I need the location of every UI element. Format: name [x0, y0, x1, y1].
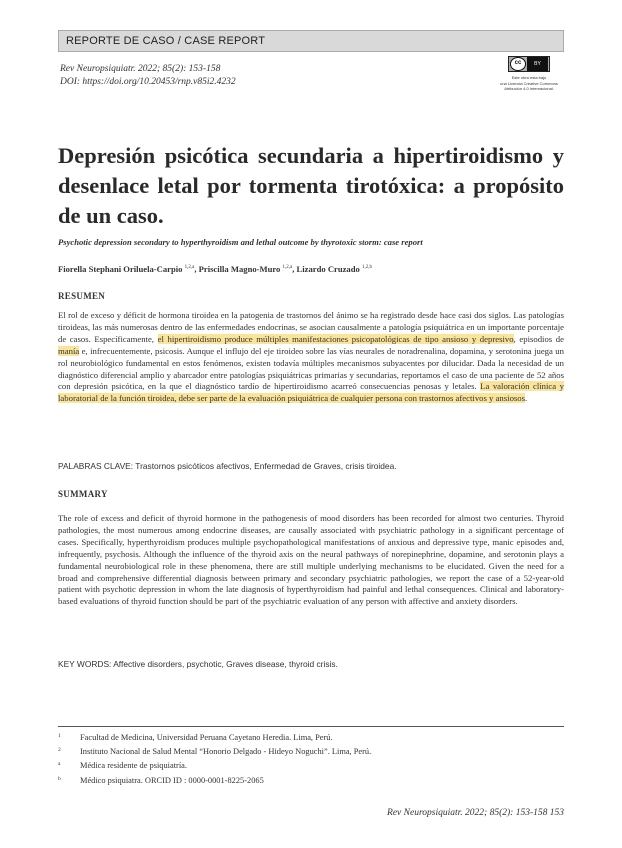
summary-heading: SUMMARY	[58, 489, 108, 499]
summary-abstract: The role of excess and deficit of thyroid hormone in the pathogenesis of mood disorders has been recorded for almost two centuries. Thyroid pathologies, the most numerous among endocrine diseases, are causally associated with psychiatric pathology in a significant percentage of cases. Specifically, hyperthyroidism produces multiple psychopathological manifestations of anxious and depressive type, manic episodes and, infrequently, psychosis. Although the influence of the thyroid axis on the neural pathways of norepinephrine, dopamine, and serotonin plays a fundamental neurobiological role in these phenomena, there are still multiple underlying mechanisms to be elucidated. Given the need for a broad and comprehensive differential diagnosis between primary and secondary psychiatric pathologies, we report the case of a 52-year-old patient with psychotic depression in whom the late diagnosis of hyperthyroidism had painful and lethal consequences. Clinical and laboratory-based evaluations of thyroid function should be part of the psychiatric evaluation of any person with affective and anxiety disorders.	[58, 513, 564, 607]
footnote-text: Médica residente de psiquiatría.	[80, 761, 187, 771]
by-person-icon: BY	[527, 57, 548, 71]
section-header-bar	[58, 30, 564, 52]
highlighted-text: La valoración clínica y laboratorial de la función tiroidea, debe ser parte de la evaluación psiquiátrica de cualquier persona con trastornos afectivos y ansiosos	[58, 381, 564, 404]
footnote-item	[58, 774, 564, 788]
key-words: KEY WORDS: Affective disorders, psychotic, Graves disease, thyroid crisis.	[58, 659, 338, 669]
journal-meta	[60, 63, 236, 89]
license-block	[488, 56, 570, 92]
author-affiliation: 1,2,b	[361, 265, 372, 271]
abstract-text: El rol de exceso y déficit de hormona tiroidea en la patogenia de trastornos del ánimo se ha registrado desde hace casi dos siglos. Las patologías tiroideas, las más numerosas dentro de las enfermedades endocrinas, se asocian causalmente a patología psiquiátrica en un importante porcentaje de casos. Específicamente,	[58, 310, 564, 344]
footnote-text: Facultad de Medicina, Universidad Peruana Cayetano Heredia. Lima, Perú.	[80, 733, 333, 742]
page-footer: Rev Neuropsiquiatr. 2022; 85(2): 153-158 153	[387, 808, 564, 818]
license-line-3: Atribución 4.0 Internacional.	[504, 86, 554, 91]
section-label: REPORTE DE CASO / CASE REPORT	[66, 35, 266, 47]
resumen-abstract	[58, 310, 564, 405]
abstract-text: .	[525, 393, 528, 404]
author-affiliation: 1,2,a	[282, 265, 293, 271]
author-affiliation: 1,2,a	[184, 265, 195, 271]
license-line-2: una Licencia Creative Commons	[500, 80, 558, 86]
author-name: Fiorella Stephani Oriluela-Carpio	[58, 264, 183, 274]
footnote-text: Instituto Nacional de Salud Mental “Honorio Delgado - Hideyo Noguchi”. Lima, Perú.	[80, 747, 372, 757]
footnote-item	[58, 731, 564, 745]
footnote-item	[58, 745, 564, 759]
article-subtitle: Psychotic depression secondary to hyperthyroidism and lethal outcome by thyrotoxic storm: case report	[58, 237, 423, 247]
palabras-clave: PALABRAS CLAVE: Trastornos psicóticos afectivos, Enfermedad de Graves, crisis tiroidea.	[58, 461, 397, 471]
abstract-text: e, infrecuentemente, psicosis. Aunque el influjo del eje tiroideo sobre las vías neurales de noradrenalina, dopamina, y serotonina juega un rol neurobiológico fundamental en estos fenómenos, existen todavía múltiples mecanismos subyacentes por dilucidar. Dada la necesidad de un diagnóstico diferencial amplio y abarcador entre patologías psiquiátricas primarias y secundarias, reportamos el caso de una paciente de 52 años con depresión psicótica, en la que el diagnóstico tardío de hipertiroidismo acarreó consecuencias penosas y letales.	[58, 345, 564, 392]
footnote-mark: 1	[58, 733, 61, 739]
cc-logo-icon: cc	[510, 57, 526, 71]
abstract-text: , episodios de	[513, 333, 564, 344]
footnotes	[58, 731, 564, 788]
footnote-mark: a	[58, 761, 61, 768]
footnote-mark: b	[58, 775, 61, 782]
journal-doi[interactable]: DOI: https://doi.org/10.20453/rnp.v85i2.4232	[60, 77, 236, 87]
resumen-heading: RESUMEN	[58, 291, 106, 301]
author-name: Priscilla Magno-Muro	[198, 264, 281, 274]
article-title: Depresión psicótica secundaria a hipertiroidismo y desenlace letal por tormenta tirotóxica: a propósito de un caso.	[58, 143, 564, 228]
highlighted-text: el hipertiroidismo produce múltiples manifestaciones psicopatológicas de tipo ansioso y depresivo	[157, 333, 514, 344]
footnote-divider	[58, 726, 564, 727]
author-name: Lizardo Cruzado	[296, 264, 360, 274]
footnote-mark: 2	[58, 747, 61, 754]
journal-citation: Rev Neuropsiquiatr. 2022; 85(2): 153-158	[60, 64, 221, 74]
author-list: Fiorella Stephani Oriluela-Carpio $^{1,2,a}$, Priscilla Magno-Muro $^{1,2,a}$, Lizardo Cruzado $^{1,2,b}$	[58, 264, 372, 274]
footnote-text: Médico psiquiatra. ORCID ID : 0000-0001-8225-2065	[80, 775, 264, 785]
license-line-1: Este obra esta bajo	[511, 75, 547, 80]
cc-by-badge-icon[interactable]	[508, 56, 550, 72]
footnote-item	[58, 759, 564, 773]
highlighted-text: manía	[58, 345, 80, 356]
